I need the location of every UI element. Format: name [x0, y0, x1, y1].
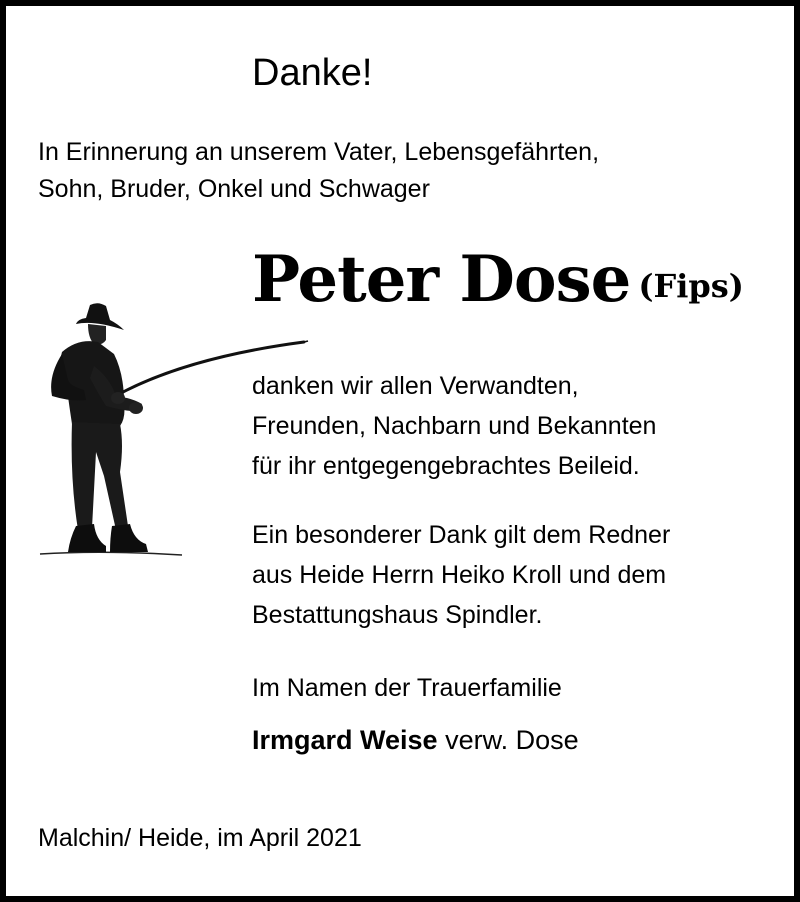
intro-line: In Erinnerung an unserem Vater, Lebensgefährten,	[38, 138, 600, 166]
special-thanks-line: Ein besonderer Dank gilt dem Redner	[252, 521, 671, 549]
special-thanks-line: Bestattungshaus Spindler.	[252, 601, 543, 629]
thanks-paragraph	[252, 366, 656, 486]
place-date: Malchin/ Heide, im April 2021	[38, 824, 362, 852]
intro-text	[38, 134, 599, 208]
heading: Danke!	[252, 52, 373, 94]
thanks-line: Freunden, Nachbarn und Bekannten	[252, 412, 657, 440]
intro-line: Sohn, Bruder, Onkel und Schwager	[38, 175, 430, 203]
deceased-name: Peter Dose	[252, 242, 631, 317]
signature-line	[252, 720, 579, 760]
special-thanks-paragraph	[252, 515, 670, 635]
special-thanks-line: aus Heide Herrn Heiko Kroll und dem	[252, 561, 667, 589]
thanks-line: für ihr entgegengebrachtes Beileid.	[252, 452, 640, 480]
deceased-nickname: (Fips)	[638, 267, 744, 305]
on-behalf-line: Im Namen der Trauerfamilie	[252, 674, 562, 702]
deceased-name-block	[252, 240, 744, 326]
signatory-suffix: verw. Dose	[445, 725, 579, 755]
thanks-line: danken wir allen Verwandten,	[252, 372, 579, 400]
signatory-name: Irmgard Weise	[252, 725, 438, 755]
